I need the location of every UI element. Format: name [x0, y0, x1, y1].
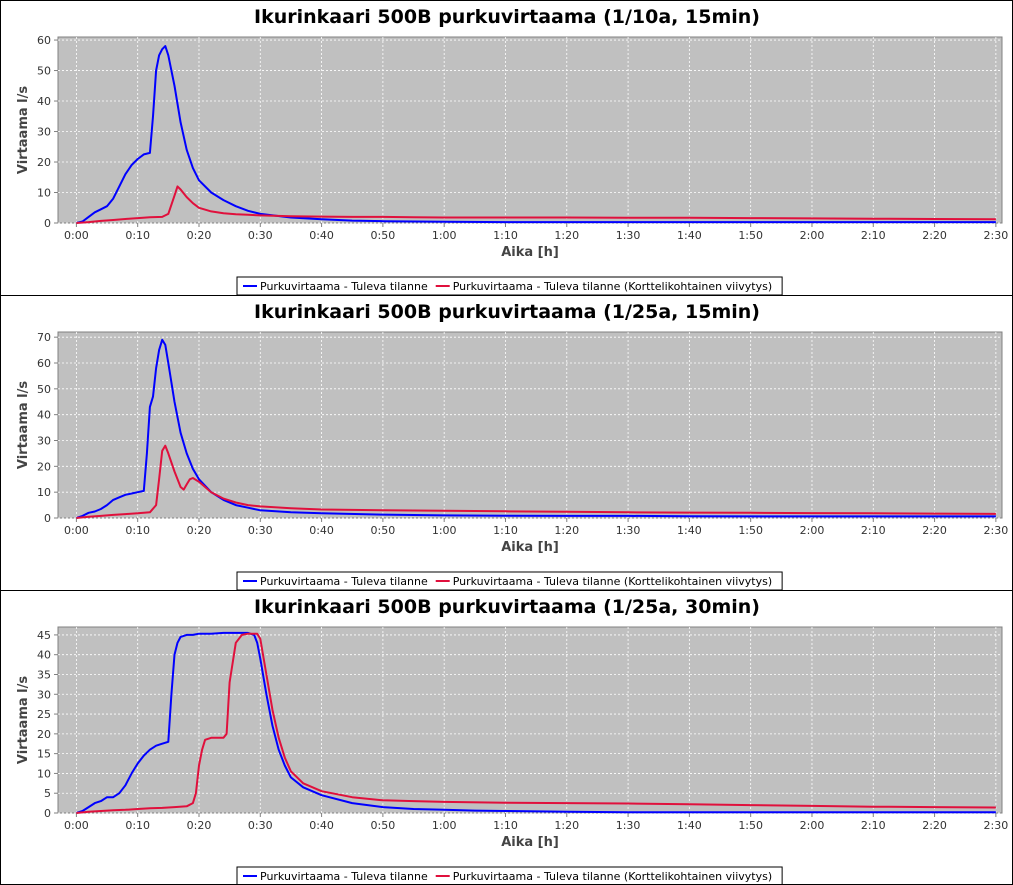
legend [237, 277, 782, 295]
x-tick-label: 1:10 [493, 524, 518, 537]
chart-panel-3 [0, 590, 1013, 885]
x-tick-label: 1:10 [493, 229, 518, 242]
y-tick-label: 40 [37, 95, 51, 109]
y-tick-label: 15 [37, 747, 51, 761]
x-tick-label: 0:20 [186, 819, 212, 832]
y-tick-label: 70 [37, 331, 51, 345]
y-tick-label: 0 [44, 807, 51, 820]
x-tick-label: 1:50 [738, 524, 764, 537]
y-tick-label: 0 [44, 512, 51, 525]
y-tick-label: 10 [37, 186, 51, 200]
legend-label-2: Purkuvirtaama - Tuleva tilanne (Korttelikohtainen viivytys) [452, 280, 773, 293]
y-tick-label: 25 [37, 708, 51, 722]
y-tick-label: 30 [37, 434, 51, 448]
chart-2-svg [1, 296, 1012, 590]
y-tick-label: 50 [37, 64, 51, 78]
x-tick-label: 0:10 [125, 819, 151, 832]
x-tick-label: 0:20 [186, 229, 212, 242]
y-tick-label: 20 [37, 460, 51, 474]
x-tick-label: 0:30 [247, 524, 273, 537]
x-tick-label: 2:30 [983, 524, 1009, 537]
x-tick-label: 1:30 [615, 819, 641, 832]
x-tick-label: 1:40 [677, 524, 702, 537]
y-tick-label: 10 [37, 486, 51, 500]
y-tick-label: 50 [37, 382, 51, 396]
x-tick-label: 1:40 [677, 229, 702, 242]
x-tick-label: 1:50 [738, 229, 764, 242]
x-tick-label: 0:30 [247, 229, 273, 242]
chart-title: Ikurinkaari 500B purkuvirtaama (1/25a, 30min) [254, 596, 760, 618]
y-tick-label: 45 [37, 628, 51, 642]
x-tick-label: 1:10 [493, 819, 518, 832]
y-tick-label: 10 [37, 767, 51, 781]
x-tick-label: 1:20 [554, 819, 580, 832]
x-tick-label: 0:20 [186, 524, 212, 537]
y-tick-label: 60 [37, 34, 51, 48]
y-tick-label: 30 [37, 125, 51, 139]
legend-label-1: Purkuvirtaama - Tuleva tilanne [260, 870, 428, 883]
x-tick-label: 0:10 [125, 524, 151, 537]
y-tick-label: 30 [37, 688, 51, 702]
y-axis-label: Virtaama l/s [16, 675, 31, 765]
x-tick-label: 0:40 [309, 819, 334, 832]
x-tick-label: 2:20 [922, 229, 947, 242]
x-tick-label: 2:10 [860, 819, 886, 832]
legend-label-1: Purkuvirtaama - Tuleva tilanne [260, 280, 428, 293]
chart-1-svg [1, 1, 1012, 295]
legend-label-2: Purkuvirtaama - Tuleva tilanne (Korttelikohtainen viivytys) [452, 870, 773, 883]
x-tick-label: 0:50 [370, 524, 396, 537]
x-tick-label: 2:00 [799, 819, 825, 832]
chart-panel-2 [0, 295, 1013, 591]
x-tick-label: 2:00 [799, 229, 825, 242]
y-tick-label: 35 [37, 668, 51, 682]
x-tick-label: 2:00 [799, 524, 825, 537]
chart-3-svg [1, 591, 1012, 884]
chart-title: Ikurinkaari 500B purkuvirtaama (1/25a, 15min) [254, 301, 760, 323]
chart-title: Ikurinkaari 500B purkuvirtaama (1/10a, 15min) [254, 6, 760, 28]
x-tick-label: 2:30 [983, 229, 1009, 242]
y-tick-label: 0 [44, 217, 51, 230]
plot-area [58, 332, 1002, 518]
x-tick-label: 0:30 [247, 819, 273, 832]
legend [237, 867, 782, 884]
x-tick-label: 0:00 [64, 819, 89, 832]
legend-label-2: Purkuvirtaama - Tuleva tilanne (Korttelikohtainen viivytys) [452, 575, 773, 588]
y-tick-label: 20 [37, 156, 51, 170]
x-tick-label: 1:50 [738, 819, 764, 832]
y-axis-label: Virtaama l/s [16, 85, 31, 175]
x-tick-label: 1:30 [615, 229, 641, 242]
x-tick-label: 1:00 [431, 819, 457, 832]
x-tick-label: 1:00 [431, 229, 457, 242]
x-tick-label: 2:10 [860, 229, 886, 242]
x-axis-label: Aika [h] [501, 835, 559, 850]
x-tick-label: 1:20 [554, 229, 580, 242]
x-tick-label: 0:50 [370, 819, 396, 832]
legend-label-1: Purkuvirtaama - Tuleva tilanne [260, 575, 428, 588]
x-axis-label: Aika [h] [501, 540, 559, 555]
x-tick-label: 2:30 [983, 819, 1009, 832]
x-tick-label: 0:40 [309, 524, 334, 537]
x-tick-label: 1:40 [677, 819, 702, 832]
y-tick-label: 40 [37, 408, 51, 422]
x-tick-label: 1:00 [431, 524, 457, 537]
x-tick-label: 0:50 [370, 229, 396, 242]
y-axis-label: Virtaama l/s [16, 380, 31, 470]
x-tick-label: 0:00 [64, 229, 89, 242]
y-tick-label: 40 [37, 648, 51, 662]
x-tick-label: 2:20 [922, 819, 947, 832]
x-tick-label: 1:30 [615, 524, 641, 537]
x-axis-label: Aika [h] [501, 245, 559, 260]
x-tick-label: 0:00 [64, 524, 89, 537]
y-tick-label: 60 [37, 357, 51, 370]
x-tick-label: 1:20 [554, 524, 580, 537]
x-tick-label: 2:10 [860, 524, 886, 537]
chart-panel-1 [0, 0, 1013, 296]
x-tick-label: 0:40 [309, 229, 334, 242]
x-tick-label: 0:10 [125, 229, 151, 242]
y-tick-label: 5 [44, 787, 51, 801]
y-tick-label: 20 [37, 727, 51, 741]
legend [237, 572, 782, 590]
x-tick-label: 2:20 [922, 524, 947, 537]
plot-area [58, 37, 1002, 223]
